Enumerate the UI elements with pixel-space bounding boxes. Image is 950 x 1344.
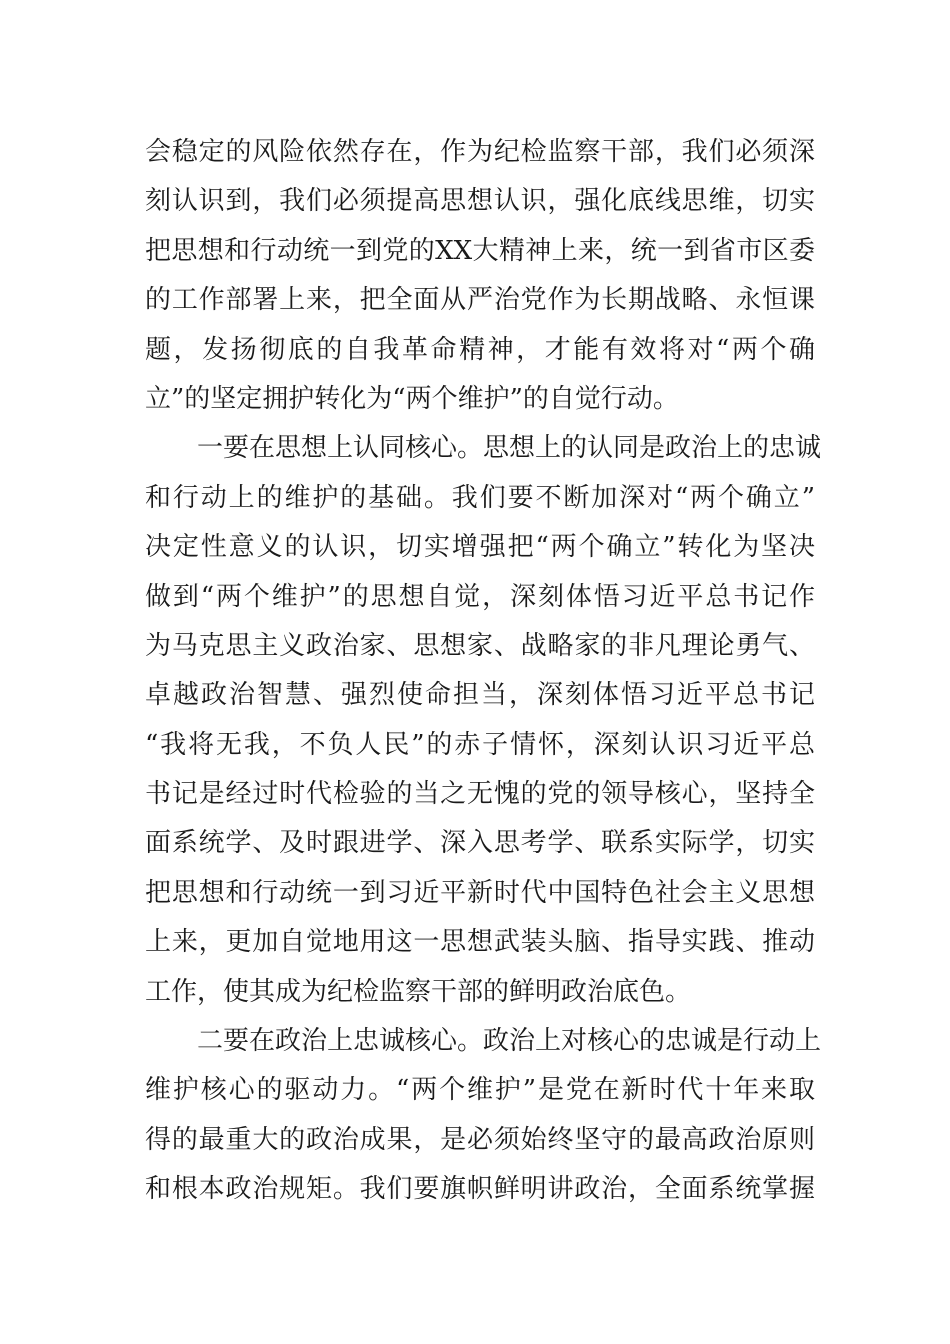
text-line: 题，发扬彻底的自我革命精神，才能有效将对“两个确: [145, 334, 815, 365]
text-line: 维护核心的驱动力。“两个维护”是党在新时代十年来取: [145, 1075, 815, 1106]
text-line: 和根本政治规矩。我们要旗帜鲜明讲政治，全面系统掌握: [145, 1174, 815, 1205]
text-line: 刻认识到，我们必须提高思想认识，强化底线思维，切实: [145, 186, 815, 217]
text-line: 一要在思想上认同核心。思想上的认同是政治上的忠诚: [197, 433, 822, 464]
text-line: 得的最重大的政治成果，是必须始终坚守的最高政治原则: [145, 1124, 815, 1155]
text-line: 二要在政治上忠诚核心。政治上对核心的忠诚是行动上: [197, 1026, 822, 1057]
text-line: 工作，使其成为纪检监察干部的鲜明政治底色。: [145, 976, 692, 1007]
text-line: 会稳定的风险依然存在，作为纪检监察干部，我们必须深: [145, 137, 815, 167]
text-line: 上来，更加自觉地用这一思想武装头脑、指导实践、推动: [145, 927, 815, 958]
text-line: 决定性意义的认识，切实增强把“两个确立”转化为坚决: [145, 532, 815, 563]
text-line: 和行动上的维护的基础。我们要不断加深对“两个确立”: [145, 482, 815, 513]
paragraph-point-two: [145, 1017, 822, 1215]
text-line: 面系统学、及时跟进学、深入思考学、联系实际学，切实: [145, 828, 815, 859]
text-line: 为马克思主义政治家、思想家、战略家的非凡理论勇气、: [145, 630, 815, 661]
text-line: 的工作部署上来，把全面从严治党作为长期战略、永恒课: [145, 285, 815, 316]
text-line: 把思想和行动统一到党的XX大精神上来，统一到省市区委: [145, 235, 815, 266]
text-line: 卓越政治智慧、强烈使命担当，深刻体悟习近平总书记: [145, 680, 815, 711]
text-line: “我将无我，不负人民”的赤子情怀，深刻认识习近平总: [145, 729, 815, 760]
text-line: 立”的坚定拥护转化为“两个维护”的自觉行动。: [145, 383, 679, 414]
text-line: 做到“两个维护”的思想自觉，深刻体悟习近平总书记作: [145, 581, 815, 612]
text-line: 把思想和行动统一到习近平新时代中国特色社会主义思想: [145, 877, 815, 908]
text-line: 书记是经过时代检验的当之无愧的党的领导核心，坚持全: [145, 779, 815, 810]
paragraph-point-one: [145, 424, 822, 1017]
paragraph-continuation: [145, 128, 815, 424]
document-body: [145, 128, 822, 1215]
